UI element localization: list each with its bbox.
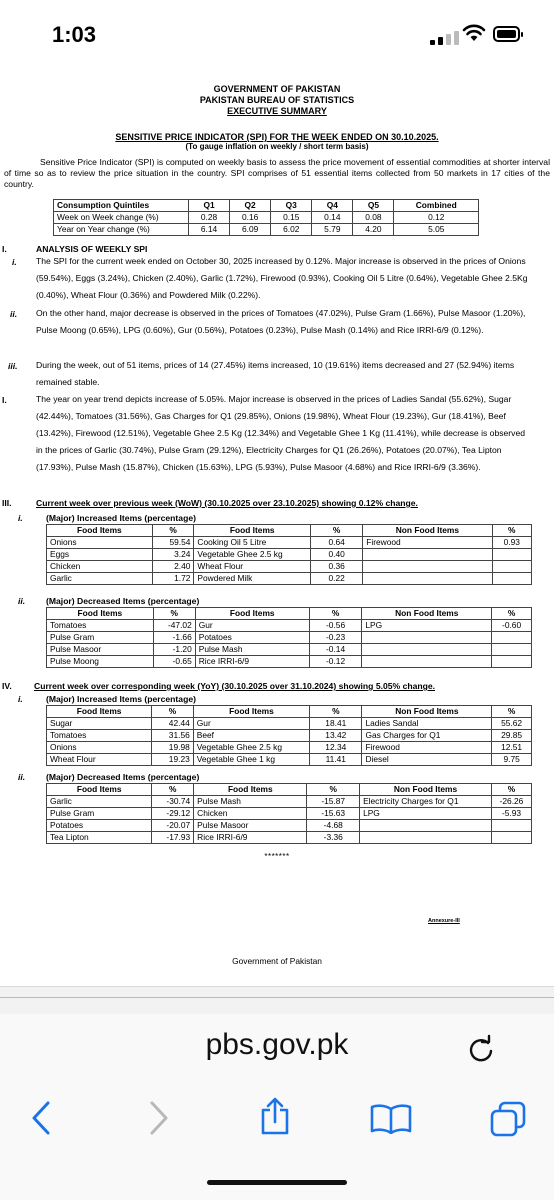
table-cell: [362, 632, 492, 644]
table-header-cell: Food Items: [47, 784, 152, 796]
table-cell: 4.20: [353, 224, 394, 236]
table-cell: 29.85: [492, 730, 532, 742]
item-number: i.: [18, 694, 23, 704]
table-row: [47, 832, 532, 844]
table-cell: 0.14: [312, 212, 353, 224]
yoy-paragraph: The year on year trend depicts increase of 5.05%. Major increase is observed in the prices of Ladies Sandal (55.62%), Sugar (42.44%), Tomatoes (31.56%), Gas Charges for Q1 (29.85%), Onions (19.98%), Wheat Flour (19.23%), Gur (18.41%), Beef (13.42%), Firewood (12.51%), Vegetable Ghee 2.5 Kg (12.34%) and Vegetable Ghee 1 Kg (11.41%), while decrease is observed in the prices of Garlic (30.74%), Pulse Gram (29.12%), Electricity Charges for Q1 (26.26%), Potatoes (20.07%), Tea Lipton (17.93%), Pulse Mash (15.87%), Chicken (15.63%), LPG (5.93%), Pulse Masoor (4.68%) and Rice IRRI-6/9 (3.36%).: [36, 394, 526, 472]
table-header-cell: %: [309, 608, 362, 620]
wow-section-title: Current week over previous week (WoW) (30.10.2025 over 23.10.2025) showing 0.12% change.: [36, 498, 418, 508]
table-header-cell: Food Items: [47, 706, 152, 718]
table-row: [54, 224, 479, 236]
table-cell: 12.51: [492, 742, 532, 754]
table-cell: -30.74: [152, 796, 194, 808]
table-cell: 2.40: [152, 561, 194, 573]
wifi-icon: [462, 24, 486, 42]
table-header-cell: %: [311, 525, 363, 537]
table-cell: 0.16: [230, 212, 271, 224]
table-cell: Beef: [193, 730, 309, 742]
table-cell: Diesel: [362, 754, 492, 766]
table-cell: Ladies Sandal: [362, 718, 492, 730]
table-cell: 19.98: [152, 742, 194, 754]
table-row: [47, 730, 532, 742]
table-header-cell: Q3: [271, 200, 312, 212]
table-cell: [492, 549, 531, 561]
table-cell: 6.09: [230, 224, 271, 236]
table-cell: 1.72: [152, 573, 194, 585]
wow-increased-table: [46, 524, 532, 585]
bookmarks-icon[interactable]: [370, 1104, 412, 1134]
section-numeral: III.: [2, 498, 12, 508]
table-cell: Pulse Masoor: [47, 644, 154, 656]
table-row: [47, 537, 532, 549]
table-cell: 0.28: [189, 212, 230, 224]
section-title: ANALYSIS OF WEEKLY SPI: [36, 244, 148, 254]
table-cell: -17.93: [152, 832, 194, 844]
yoy-decreased-table: [46, 783, 532, 844]
item-number: iii.: [8, 361, 18, 371]
table-cell: -26.26: [491, 796, 531, 808]
table-cell: -20.07: [152, 820, 194, 832]
table-cell: 5.79: [312, 224, 353, 236]
table-row: [47, 754, 532, 766]
table-cell: [362, 656, 492, 668]
table-cell: Pulse Masoor: [194, 820, 307, 832]
table-cell: 11.41: [310, 754, 362, 766]
analysis-item: The SPI for the current week ended on October 30, 2025 increased by 0.12%. Major increase is observed in the prices of Onions (59.54%), Eggs (3.24%), Chicken (2.40%), Garlic (1.72%), Firewood (0.93%), Cooking Oil 5 Litre (0.64%), Vegetable Ghee 2.5Kg (0.40%), Wheat Flour (0.36%) and Powdered Milk (0.22%).: [36, 256, 528, 300]
table-cell: -47.02: [153, 620, 195, 632]
section-numeral: IV.: [2, 681, 12, 691]
table-cell: Chicken: [47, 561, 153, 573]
table-cell: -5.93: [491, 808, 531, 820]
table-cell: 42.44: [152, 718, 194, 730]
table-cell: Vegetable Ghee 2.5 kg: [193, 742, 309, 754]
table-row: [47, 549, 532, 561]
table-cell: Gur: [195, 620, 309, 632]
table-row: [47, 656, 532, 668]
table-cell: -0.56: [309, 620, 362, 632]
table-cell: Gur: [193, 718, 309, 730]
reload-icon[interactable]: [466, 1034, 496, 1064]
table-header-cell: %: [310, 706, 362, 718]
home-indicator: [207, 1180, 347, 1185]
table-cell: [491, 820, 531, 832]
table-cell: 55.62: [492, 718, 532, 730]
page-footer: Government of Pakistan: [232, 956, 322, 966]
table-cell: [492, 632, 532, 644]
table-header-cell: Food Items: [193, 706, 309, 718]
item-number: ii.: [18, 596, 26, 606]
table-header-cell: Q4: [312, 200, 353, 212]
table-caption: (Major) Increased Items (percentage): [46, 694, 196, 704]
table-row: [54, 212, 479, 224]
next-page-edge: [0, 986, 554, 1015]
share-icon[interactable]: [258, 1096, 292, 1136]
table-cell: Electricity Charges for Q1: [360, 796, 492, 808]
table-cell: -29.12: [152, 808, 194, 820]
table-cell: LPG: [360, 808, 492, 820]
table-row: [47, 808, 532, 820]
table-row: [47, 608, 532, 620]
table-header-cell: %: [153, 608, 195, 620]
table-row: [47, 573, 532, 585]
table-header-cell: Consumption Quintiles: [54, 200, 189, 212]
table-caption: (Major) Decreased Items (percentage): [46, 772, 200, 782]
yoy-increased-table: [46, 705, 532, 766]
table-cell: 19.23: [152, 754, 194, 766]
table-header-cell: %: [492, 525, 531, 537]
analysis-item: During the week, out of 51 items, prices of 14 (27.45%) items increased, 10 (19.61%) items decreased and 27 (52.94%) items remained stable.: [36, 360, 515, 387]
table-cell: Pulse Moong: [47, 656, 154, 668]
table-header-cell: Non Food Items: [362, 608, 492, 620]
table-cell: [492, 573, 531, 585]
end-mark: *******: [264, 852, 290, 861]
table-cell: Tea Lipton: [47, 832, 152, 844]
table-cell: Week on Week change (%): [54, 212, 189, 224]
table-cell: Pulse Gram: [47, 632, 154, 644]
table-caption: (Major) Decreased Items (percentage): [46, 596, 200, 606]
table-cell: [360, 820, 492, 832]
cellular-signal-icon: [430, 27, 462, 45]
table-cell: Vegetable Ghee 1 kg: [193, 754, 309, 766]
status-time: 1:03: [52, 22, 97, 47]
table-cell: 12.34: [310, 742, 362, 754]
table-cell: -3.36: [307, 832, 360, 844]
annexure-label: Annexure-III: [428, 918, 460, 924]
table-cell: LPG: [362, 620, 492, 632]
table-header-cell: %: [152, 525, 194, 537]
table-cell: 6.02: [271, 224, 312, 236]
table-row: [47, 644, 532, 656]
table-header-cell: Food Items: [194, 784, 307, 796]
header-line-1: GOVERNMENT OF PAKISTAN: [213, 84, 341, 94]
table-cell: [363, 561, 492, 573]
table-cell: Cooking Oil 5 Litre: [194, 537, 311, 549]
table-header-cell: %: [307, 784, 360, 796]
table-cell: Firewood: [362, 742, 492, 754]
table-header-cell: %: [152, 784, 194, 796]
table-cell: Wheat Flour: [47, 754, 152, 766]
table-cell: [492, 656, 532, 668]
table-header-cell: %: [491, 784, 531, 796]
table-cell: [362, 644, 492, 656]
table-cell: Tomatoes: [47, 620, 154, 632]
table-header-cell: %: [152, 706, 194, 718]
table-cell: Tomatoes: [47, 730, 152, 742]
table-cell: Sugar: [47, 718, 152, 730]
table-row: [47, 820, 532, 832]
table-cell: 0.22: [311, 573, 363, 585]
table-cell: 0.12: [394, 212, 479, 224]
table-cell: Firewood: [363, 537, 492, 549]
table-header-cell: Combined: [394, 200, 479, 212]
address-bar[interactable]: pbs.gov.pk: [205, 1028, 349, 1061]
table-cell: 0.36: [311, 561, 363, 573]
table-row: [47, 742, 532, 754]
table-row: [47, 706, 532, 718]
table-header-cell: Non Food Items: [362, 706, 492, 718]
table-cell: [491, 832, 531, 844]
table-cell: 5.05: [394, 224, 479, 236]
table-row: [47, 561, 532, 573]
table-header-cell: Q1: [189, 200, 230, 212]
table-row: [47, 796, 532, 808]
table-header-cell: Food Items: [47, 608, 154, 620]
table-caption: (Major) Increased Items (percentage): [46, 513, 196, 523]
wow-decreased-table: [46, 607, 532, 668]
table-cell: 13.42: [310, 730, 362, 742]
table-cell: [492, 561, 531, 573]
table-header-cell: Non Food Items: [360, 784, 492, 796]
table-header-cell: Food Items: [194, 525, 311, 537]
table-cell: 9.75: [492, 754, 532, 766]
table-header-cell: Food Items: [195, 608, 309, 620]
item-number: ii.: [10, 309, 18, 319]
table-cell: Pulse Gram: [47, 808, 152, 820]
table-cell: -15.63: [307, 808, 360, 820]
table-cell: Wheat Flour: [194, 561, 311, 573]
table-cell: [363, 573, 492, 585]
table-row: [54, 200, 479, 212]
table-cell: -0.65: [153, 656, 195, 668]
table-row: [47, 620, 532, 632]
table-row: [47, 784, 532, 796]
item-number: i.: [18, 513, 23, 523]
table-cell: [363, 549, 492, 561]
table-cell: 0.08: [353, 212, 394, 224]
table-cell: -0.12: [309, 656, 362, 668]
table-cell: -4.68: [307, 820, 360, 832]
table-cell: Rice IRRI-6/9: [195, 656, 309, 668]
table-cell: Potatoes: [47, 820, 152, 832]
item-number: ii.: [18, 772, 26, 782]
table-cell: Onions: [47, 537, 153, 549]
table-cell: Garlic: [47, 573, 153, 585]
table-cell: -1.20: [153, 644, 195, 656]
table-header-cell: Q5: [353, 200, 394, 212]
battery-icon: [493, 26, 520, 42]
table-cell: -15.87: [307, 796, 360, 808]
tabs-icon[interactable]: [490, 1101, 526, 1137]
section-numeral: I.: [2, 244, 7, 254]
table-cell: -0.23: [309, 632, 362, 644]
status-bar: [0, 0, 554, 66]
table-cell: -0.60: [492, 620, 532, 632]
table-header-cell: Q2: [230, 200, 271, 212]
table-cell: 0.15: [271, 212, 312, 224]
table-cell: [492, 644, 532, 656]
table-header-cell: %: [492, 608, 532, 620]
back-icon[interactable]: [28, 1100, 54, 1136]
quintiles-table: [53, 199, 479, 236]
header-line-2: PAKISTAN BUREAU OF STATISTICS: [199, 95, 355, 105]
table-cell: Eggs: [47, 549, 153, 561]
table-cell: Pulse Mash: [195, 644, 309, 656]
yoy-section-title: Current week over corresponding week (YoY) (30.10.2025 over 31.10.2024) showing 5.05% change.: [34, 681, 436, 691]
table-cell: 18.41: [310, 718, 362, 730]
report-title: SENSITIVE PRICE INDICATOR (SPI) FOR THE WEEK ENDED ON 30.10.2025.: [115, 132, 439, 142]
table-cell: 0.64: [311, 537, 363, 549]
table-cell: 0.93: [492, 537, 531, 549]
table-cell: -1.66: [153, 632, 195, 644]
analysis-item: On the other hand, major decrease is observed in the prices of Tomatoes (47.02%), Pulse Gram (1.66%), Pulse Masoor (1.20%), Pulse Moong (0.65%), LPG (0.60%), Gur (0.56%), Potatoes (0.23%), Pulse Mash (0.14%) and Rice IRRI-6/9 (0.12%).: [36, 308, 526, 335]
table-cell: Chicken: [194, 808, 307, 820]
table-cell: 0.40: [311, 549, 363, 561]
header-line-3: EXECUTIVE SUMMARY: [227, 106, 327, 116]
table-cell: Rice IRRI-6/9: [194, 832, 307, 844]
table-header-cell: %: [492, 706, 532, 718]
table-cell: Gas Charges for Q1: [362, 730, 492, 742]
table-cell: Onions: [47, 742, 152, 754]
table-cell: Pulse Mash: [194, 796, 307, 808]
table-cell: [360, 832, 492, 844]
table-cell: 6.14: [189, 224, 230, 236]
table-row: [47, 718, 532, 730]
forward-icon[interactable]: [146, 1100, 172, 1136]
table-cell: 3.24: [152, 549, 194, 561]
table-cell: Potatoes: [195, 632, 309, 644]
table-cell: Garlic: [47, 796, 152, 808]
table-row: [47, 632, 532, 644]
table-header-cell: Food Items: [47, 525, 153, 537]
table-header-cell: Non Food Items: [363, 525, 492, 537]
table-cell: 31.56: [152, 730, 194, 742]
table-cell: 59.54: [152, 537, 194, 549]
table-row: [47, 525, 532, 537]
intro-paragraph: Sensitive Price Indicator (SPI) is computed on weekly basis to assess the price movement of essential commodities at shorter interval of time so as to review the price situation in the country. SPI comprises of 51 essential items collected from 50 markets in 17 cities of the country.: [4, 157, 550, 189]
item-number: i.: [12, 257, 17, 267]
report-subtitle: (To gauge inflation on weekly / short term basis): [185, 142, 369, 151]
section-numeral: I.: [2, 395, 7, 405]
table-cell: Vegetable Ghee 2.5 kg: [194, 549, 311, 561]
table-cell: Powdered Milk: [194, 573, 311, 585]
table-cell: -0.14: [309, 644, 362, 656]
table-cell: Year on Year change (%): [54, 224, 189, 236]
